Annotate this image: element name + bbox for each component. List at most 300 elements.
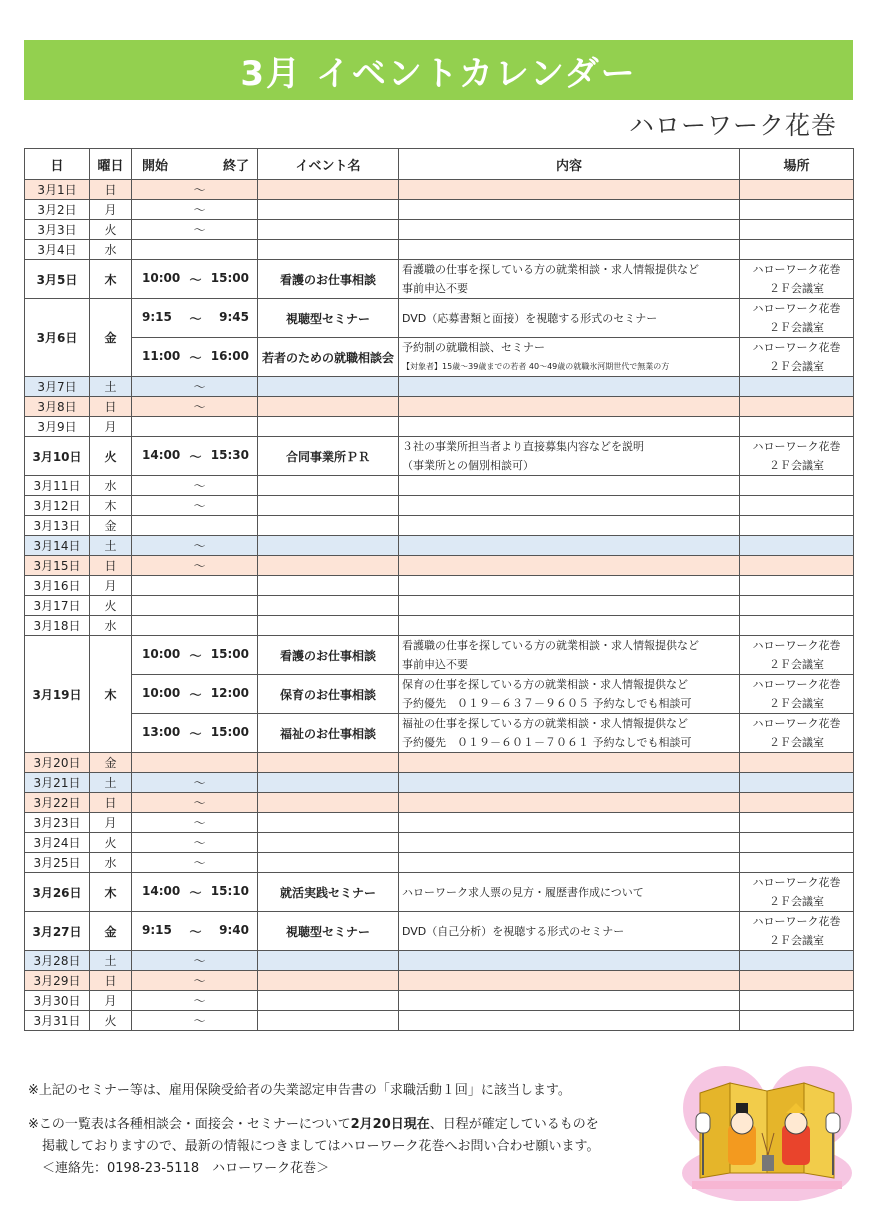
place-cell — [740, 813, 854, 833]
tilde: ～ — [193, 994, 206, 1008]
event-name-cell — [258, 793, 399, 813]
event-row — [25, 299, 854, 338]
time-cell — [132, 397, 258, 417]
date-cell: 3月19日 — [25, 636, 90, 753]
dow-cell: 水 — [90, 853, 132, 873]
event-name-cell — [258, 753, 399, 773]
date-cell: 3月22日 — [25, 793, 90, 813]
note-line: ※上記のセミナー等は、雇用保険受給者の失業認定申告書の「求職活動１回」に該当します。 — [28, 1083, 571, 1098]
dow-cell: 土 — [90, 377, 132, 397]
event-name-cell — [258, 200, 399, 220]
tilde: ～ — [193, 1014, 206, 1028]
description-line: 予約優先 ０１９－６０１－７０６１ 予約なしでも相談可 — [402, 736, 692, 749]
end-time: 15:00 — [210, 724, 249, 739]
dow-cell: 火 — [90, 833, 132, 853]
note-text: ※この一覧表は各種相談会・面接会・セミナーについて — [28, 1117, 351, 1132]
time-cell — [132, 971, 258, 991]
event-place — [740, 675, 854, 714]
col-time — [132, 149, 258, 180]
place-cell — [740, 377, 854, 397]
time-cell — [132, 833, 258, 853]
time-cell — [132, 516, 258, 536]
place-cell — [740, 833, 854, 853]
note-line — [28, 1114, 599, 1136]
col-dow: 曜日 — [90, 149, 132, 180]
event-row — [25, 912, 854, 951]
time-cell — [132, 437, 258, 476]
table-row — [25, 180, 854, 200]
event-place — [740, 714, 854, 753]
place-line: ２Ｆ会議室 — [769, 736, 824, 749]
dow-cell: 金 — [90, 753, 132, 773]
date-cell: 3月1日 — [25, 180, 90, 200]
date-cell: 3月7日 — [25, 377, 90, 397]
event-name: 看護のお仕事相談 — [258, 260, 399, 299]
dow-cell: 火 — [90, 1011, 132, 1031]
start-time: 13:00 — [142, 724, 181, 739]
start-time: 14:00 — [142, 883, 181, 898]
place-cell — [740, 496, 854, 516]
dow-cell: 月 — [90, 576, 132, 596]
time-cell — [132, 636, 258, 675]
time-cell — [132, 180, 258, 200]
dow-cell: 土 — [90, 951, 132, 971]
description-line: 予約制の就職相談、セミナー — [402, 341, 545, 354]
date-cell: 3月28日 — [25, 951, 90, 971]
place-cell — [740, 1011, 854, 1031]
description-line: 保育の仕事を探している方の就業相談・求人情報提供など — [402, 678, 688, 691]
event-name-cell — [258, 596, 399, 616]
description-line: 事前申込不要 — [402, 282, 468, 295]
dow-cell: 日 — [90, 180, 132, 200]
event-name: 視聴型セミナー — [258, 912, 399, 951]
dow-cell: 日 — [90, 971, 132, 991]
event-calendar-table — [24, 148, 854, 1031]
content-cell — [399, 377, 740, 397]
dow-cell: 土 — [90, 536, 132, 556]
start-time: 10:00 — [142, 685, 181, 700]
end-time: 9:40 — [219, 922, 249, 937]
end-time: 9:45 — [219, 309, 249, 324]
content-cell — [399, 833, 740, 853]
description-line: 看護職の仕事を探している方の就業相談・求人情報提供など — [402, 263, 699, 276]
event-row — [25, 714, 854, 753]
content-cell — [399, 180, 740, 200]
table-row — [25, 596, 854, 616]
content-cell — [399, 951, 740, 971]
place-line: ハローワーク花巻 — [752, 876, 841, 889]
place-line: ハローワーク花巻 — [752, 440, 841, 453]
start-time: 10:00 — [142, 646, 181, 661]
tilde: ～ — [189, 648, 202, 663]
event-place — [740, 299, 854, 338]
tilde: ～ — [193, 223, 206, 237]
place-line: ２Ｆ会議室 — [769, 697, 824, 710]
tilde: ～ — [189, 272, 202, 287]
col-event-name: イベント名 — [258, 149, 399, 180]
date-cell: 3月20日 — [25, 753, 90, 773]
date-cell: 3月16日 — [25, 576, 90, 596]
hina-dolls-illustration — [680, 1063, 854, 1201]
date-cell: 3月29日 — [25, 971, 90, 991]
time-cell — [132, 991, 258, 1011]
table-row — [25, 417, 854, 437]
end-time: 12:00 — [210, 685, 249, 700]
time-cell — [132, 476, 258, 496]
tilde: ～ — [193, 836, 206, 850]
event-place — [740, 437, 854, 476]
description-line: （事業所との個別相談可） — [402, 459, 534, 472]
end-time: 15:30 — [210, 447, 249, 462]
event-name: 合同事業所ＰＲ — [258, 437, 399, 476]
office-name: ハローワーク花巻 — [628, 111, 837, 140]
table-row — [25, 476, 854, 496]
time-cell — [132, 536, 258, 556]
content-cell — [399, 516, 740, 536]
place-cell — [740, 556, 854, 576]
table-row — [25, 991, 854, 1011]
tilde: ～ — [189, 687, 202, 702]
event-row — [25, 675, 854, 714]
start-time: 14:00 — [142, 447, 181, 462]
place-cell — [740, 951, 854, 971]
content-cell — [399, 753, 740, 773]
table-row — [25, 240, 854, 260]
place-cell — [740, 516, 854, 536]
time-cell — [132, 873, 258, 912]
content-cell — [399, 991, 740, 1011]
place-line: ハローワーク花巻 — [752, 678, 841, 691]
event-name-cell — [258, 476, 399, 496]
time-cell — [132, 299, 258, 338]
event-name-cell — [258, 377, 399, 397]
event-name-cell — [258, 1011, 399, 1031]
dow-cell: 水 — [90, 476, 132, 496]
event-name: 若者のための就職相談会 — [258, 338, 399, 377]
place-line: ２Ｆ会議室 — [769, 360, 824, 373]
date-cell: 3月18日 — [25, 616, 90, 636]
date-cell: 3月2日 — [25, 200, 90, 220]
event-name-cell — [258, 417, 399, 437]
place-line: ２Ｆ会議室 — [769, 282, 824, 295]
date-cell: 3月23日 — [25, 813, 90, 833]
time-cell — [132, 675, 258, 714]
place-cell — [740, 536, 854, 556]
event-description — [399, 338, 740, 377]
place-cell — [740, 476, 854, 496]
event-name-cell — [258, 833, 399, 853]
event-name: 視聴型セミナー — [258, 299, 399, 338]
content-cell — [399, 200, 740, 220]
event-name-cell — [258, 951, 399, 971]
event-place — [740, 260, 854, 299]
place-line: ハローワーク花巻 — [752, 263, 841, 276]
dow-cell: 火 — [90, 437, 132, 476]
tilde: ～ — [193, 816, 206, 830]
event-row — [25, 873, 854, 912]
title-banner — [24, 40, 853, 100]
note-date: 2月20日現在 — [350, 1117, 430, 1132]
date-cell: 3月4日 — [25, 240, 90, 260]
event-name: 就活実践セミナー — [258, 873, 399, 912]
date-cell: 3月30日 — [25, 991, 90, 1011]
tilde: ～ — [193, 954, 206, 968]
tilde: ～ — [189, 885, 202, 900]
dow-cell: 月 — [90, 813, 132, 833]
event-description — [399, 675, 740, 714]
content-cell — [399, 220, 740, 240]
tilde: ～ — [193, 559, 206, 573]
content-cell — [399, 536, 740, 556]
tilde: ～ — [189, 924, 202, 939]
end-time: 16:00 — [210, 348, 249, 363]
content-cell — [399, 417, 740, 437]
event-description — [399, 636, 740, 675]
note-text: 、日程が確定しているものを — [429, 1117, 599, 1132]
table-row — [25, 200, 854, 220]
place-cell — [740, 853, 854, 873]
dow-cell: 金 — [90, 516, 132, 536]
end-time: 15:00 — [210, 270, 249, 285]
time-cell — [132, 576, 258, 596]
event-place — [740, 636, 854, 675]
event-name-cell — [258, 536, 399, 556]
event-name-cell — [258, 991, 399, 1011]
date-cell: 3月27日 — [25, 912, 90, 951]
start-time: 9:15 — [142, 309, 172, 324]
event-name-cell — [258, 180, 399, 200]
notes — [28, 1080, 599, 1180]
description-line: 看護職の仕事を探している方の就業相談・求人情報提供など — [402, 639, 699, 652]
content-cell — [399, 556, 740, 576]
date-cell: 3月6日 — [25, 299, 90, 377]
content-cell — [399, 971, 740, 991]
date-cell: 3月5日 — [25, 260, 90, 299]
contact-line: ＜連絡先：0198-23-5118 ハローワーク花巻＞ — [42, 1161, 330, 1176]
time-cell — [132, 417, 258, 437]
event-name-cell — [258, 516, 399, 536]
event-description — [399, 437, 740, 476]
place-cell — [740, 616, 854, 636]
description-line: 【対象者】15歳～39歳までの若者 40～49歳の就職氷河期世代で無業の方 — [402, 362, 670, 371]
table-row — [25, 496, 854, 516]
table-row — [25, 576, 854, 596]
tilde: ～ — [193, 499, 206, 513]
tilde: ～ — [189, 449, 202, 464]
event-name-cell — [258, 813, 399, 833]
dow-cell: 金 — [90, 299, 132, 377]
start-time: 11:00 — [142, 348, 181, 363]
event-name-cell — [258, 240, 399, 260]
dow-cell: 日 — [90, 556, 132, 576]
date-cell: 3月14日 — [25, 536, 90, 556]
place-line: ハローワーク花巻 — [752, 639, 841, 652]
tilde: ～ — [193, 203, 206, 217]
date-cell: 3月8日 — [25, 397, 90, 417]
place-cell — [740, 991, 854, 1011]
dow-cell: 日 — [90, 793, 132, 813]
date-cell: 3月31日 — [25, 1011, 90, 1031]
dow-cell: 木 — [90, 636, 132, 753]
tilde: ～ — [189, 350, 202, 365]
place-line: ２Ｆ会議室 — [769, 658, 824, 671]
tilde: ～ — [193, 776, 206, 790]
time-cell — [132, 853, 258, 873]
content-cell — [399, 616, 740, 636]
place-cell — [740, 793, 854, 813]
table-row — [25, 516, 854, 536]
date-cell: 3月25日 — [25, 853, 90, 873]
time-cell — [132, 496, 258, 516]
start-time: 9:15 — [142, 922, 172, 937]
content-cell — [399, 397, 740, 417]
table-header — [25, 149, 854, 180]
tilde: ～ — [189, 726, 202, 741]
event-place — [740, 912, 854, 951]
table-row — [25, 793, 854, 813]
table-row — [25, 220, 854, 240]
place-line: ２Ｆ会議室 — [769, 321, 824, 334]
dow-cell: 土 — [90, 773, 132, 793]
content-cell — [399, 496, 740, 516]
date-cell: 3月17日 — [25, 596, 90, 616]
tilde: ～ — [193, 479, 206, 493]
event-row — [25, 338, 854, 377]
event-description — [399, 299, 740, 338]
table-row — [25, 773, 854, 793]
event-name: 保育のお仕事相談 — [258, 675, 399, 714]
place-cell — [740, 200, 854, 220]
dow-cell: 木 — [90, 260, 132, 299]
dow-cell: 月 — [90, 991, 132, 1011]
tilde: ～ — [193, 380, 206, 394]
col-end: 終了 — [222, 158, 249, 174]
content-cell — [399, 853, 740, 873]
time-cell — [132, 220, 258, 240]
end-time: 15:00 — [210, 646, 249, 661]
date-cell: 3月26日 — [25, 873, 90, 912]
description-line: ３社の事業所担当者より直接募集内容などを説明 — [402, 440, 644, 453]
place-cell — [740, 397, 854, 417]
content-cell — [399, 576, 740, 596]
time-cell — [132, 556, 258, 576]
place-cell — [740, 180, 854, 200]
description-line: 福祉の仕事を探している方の就業相談・求人情報提供など — [402, 717, 688, 730]
place-cell — [740, 220, 854, 240]
time-cell — [132, 260, 258, 299]
time-cell — [132, 616, 258, 636]
event-name: 福祉のお仕事相談 — [258, 714, 399, 753]
table-row — [25, 833, 854, 853]
date-cell: 3月10日 — [25, 437, 90, 476]
place-line: ２Ｆ会議室 — [769, 895, 824, 908]
table-row — [25, 536, 854, 556]
tilde: ～ — [193, 183, 206, 197]
dow-cell: 月 — [90, 200, 132, 220]
event-name-cell — [258, 496, 399, 516]
place-line: ハローワーク花巻 — [752, 915, 841, 928]
col-date: 日 — [25, 149, 90, 180]
content-cell — [399, 773, 740, 793]
dow-cell: 金 — [90, 912, 132, 951]
event-row — [25, 437, 854, 476]
table-row — [25, 753, 854, 773]
red-carpet — [692, 1181, 842, 1189]
time-cell — [132, 1011, 258, 1031]
time-cell — [132, 773, 258, 793]
event-name-cell — [258, 556, 399, 576]
content-cell — [399, 476, 740, 496]
page-title: 3月 イベントカレンダー — [240, 53, 637, 94]
dow-cell: 火 — [90, 596, 132, 616]
tilde: ～ — [193, 796, 206, 810]
table-row — [25, 616, 854, 636]
place-line: ハローワーク花巻 — [752, 341, 841, 354]
table-row — [25, 556, 854, 576]
content-cell — [399, 596, 740, 616]
time-cell — [132, 200, 258, 220]
event-description — [399, 714, 740, 753]
place-line: ２Ｆ会議室 — [769, 934, 824, 947]
place-cell — [740, 240, 854, 260]
table-row — [25, 853, 854, 873]
time-cell — [132, 714, 258, 753]
tilde: ～ — [189, 311, 202, 326]
col-content: 内容 — [399, 149, 740, 180]
table-row — [25, 971, 854, 991]
time-cell — [132, 793, 258, 813]
date-cell: 3月3日 — [25, 220, 90, 240]
dow-cell: 水 — [90, 240, 132, 260]
place-line: ハローワーク花巻 — [752, 302, 841, 315]
content-cell — [399, 240, 740, 260]
description-line: DVD（自己分析）を視聴する形式のセミナー — [402, 924, 625, 938]
dow-cell: 月 — [90, 417, 132, 437]
event-row — [25, 636, 854, 675]
time-cell — [132, 753, 258, 773]
tilde: ～ — [193, 974, 206, 988]
place-cell — [740, 773, 854, 793]
event-description — [399, 260, 740, 299]
tilde: ～ — [193, 539, 206, 553]
place-cell — [740, 971, 854, 991]
event-name-cell — [258, 616, 399, 636]
time-cell — [132, 813, 258, 833]
time-cell — [132, 951, 258, 971]
content-cell — [399, 1011, 740, 1031]
description-line: 予約優先 ０１９－６３７－９６０５ 予約なしでも相談可 — [402, 697, 692, 710]
start-time: 10:00 — [142, 270, 181, 285]
place-line: ２Ｆ会議室 — [769, 459, 824, 472]
table-row — [25, 1011, 854, 1031]
time-cell — [132, 912, 258, 951]
col-place: 場所 — [740, 149, 854, 180]
dow-cell: 日 — [90, 397, 132, 417]
event-name-cell — [258, 220, 399, 240]
event-name-cell — [258, 971, 399, 991]
table-row — [25, 377, 854, 397]
place-cell — [740, 596, 854, 616]
event-name-cell — [258, 397, 399, 417]
description-line: DVD（応募書類と面接）を視聴する形式のセミナー — [402, 311, 658, 325]
event-place — [740, 338, 854, 377]
time-cell — [132, 338, 258, 377]
dow-cell: 水 — [90, 616, 132, 636]
col-start: 開始 — [142, 158, 169, 174]
dow-cell: 木 — [90, 496, 132, 516]
dow-cell: 木 — [90, 873, 132, 912]
date-cell: 3月11日 — [25, 476, 90, 496]
